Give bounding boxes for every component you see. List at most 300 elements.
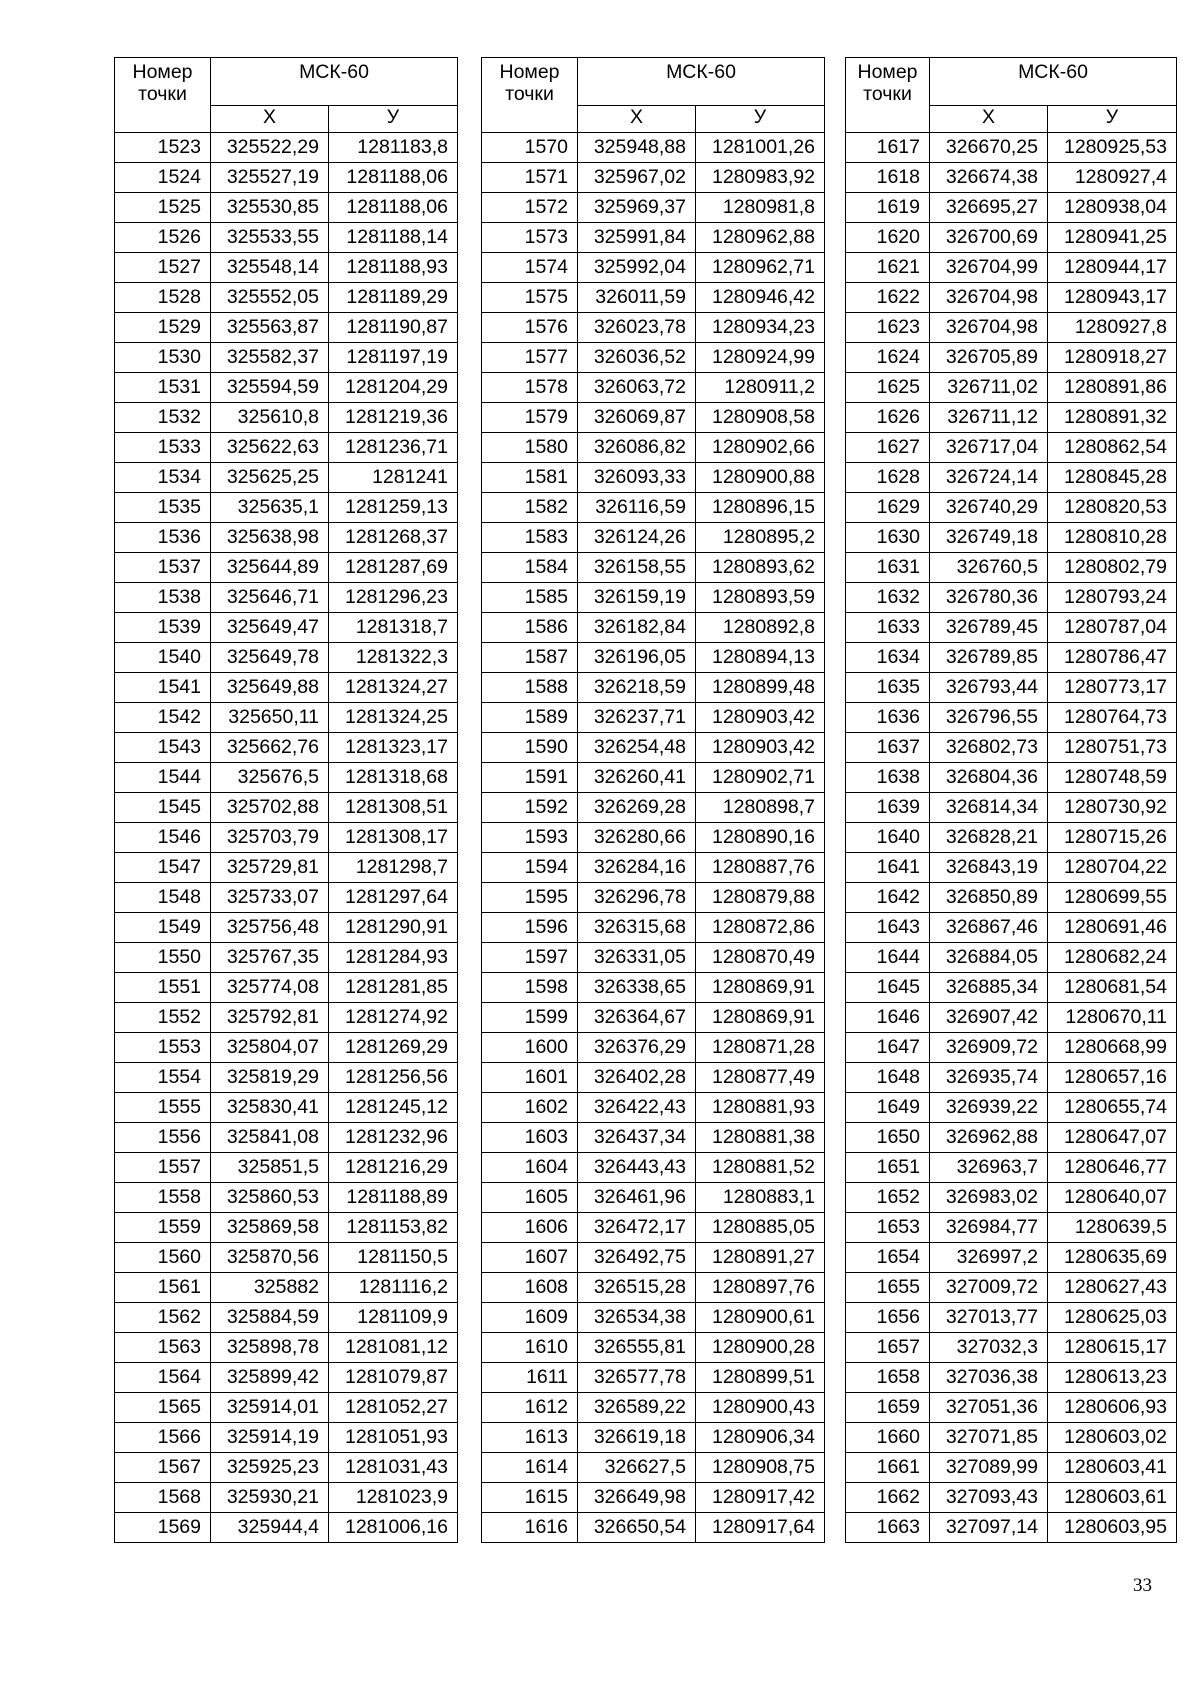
table-row <box>482 943 825 973</box>
point-number-cell: 1552 <box>115 1003 211 1033</box>
y-coordinate-cell: 1280906,34 <box>696 1423 825 1453</box>
point-number-cell: 1600 <box>482 1033 578 1063</box>
point-number-cell: 1624 <box>846 343 930 373</box>
table-row <box>846 433 1177 463</box>
y-coordinate-cell: 1281079,87 <box>329 1363 458 1393</box>
y-coordinate-cell: 1281031,43 <box>329 1453 458 1483</box>
table-row <box>115 1453 458 1483</box>
x-coordinate-cell: 327036,38 <box>930 1363 1048 1393</box>
table-row <box>115 1093 458 1123</box>
y-coordinate-cell: 1280883,1 <box>696 1183 825 1213</box>
x-coordinate-cell: 326796,55 <box>930 703 1048 733</box>
x-coordinate-cell: 325792,81 <box>211 1003 329 1033</box>
x-coordinate-cell: 327093,43 <box>930 1483 1048 1513</box>
point-number-cell: 1553 <box>115 1033 211 1063</box>
x-coordinate-cell: 325733,07 <box>211 883 329 913</box>
table-row <box>115 583 458 613</box>
y-coordinate-cell: 1281323,17 <box>329 733 458 763</box>
table-row <box>846 973 1177 1003</box>
point-number-cell: 1631 <box>846 553 930 583</box>
x-coordinate-cell: 326011,59 <box>578 283 696 313</box>
table-row <box>846 703 1177 733</box>
table-row <box>482 403 825 433</box>
point-number-cell: 1657 <box>846 1333 930 1363</box>
table-row <box>115 643 458 673</box>
y-coordinate-cell: 1281297,64 <box>329 883 458 913</box>
y-coordinate-cell: 1281318,68 <box>329 763 458 793</box>
x-coordinate-cell: 326063,72 <box>578 373 696 403</box>
x-coordinate-cell: 325870,56 <box>211 1243 329 1273</box>
y-coordinate-cell: 1281023,9 <box>329 1483 458 1513</box>
y-coordinate-cell: 1280908,75 <box>696 1453 825 1483</box>
x-coordinate-cell: 326472,17 <box>578 1213 696 1243</box>
coordinates-table-2 <box>481 57 825 1543</box>
point-number-cell: 1572 <box>482 193 578 223</box>
y-coordinate-cell: 1280903,42 <box>696 733 825 763</box>
table-row <box>115 1273 458 1303</box>
table-row <box>846 883 1177 913</box>
x-coordinate-cell: 326850,89 <box>930 883 1048 913</box>
y-coordinate-cell: 1280887,76 <box>696 853 825 883</box>
table-row <box>846 283 1177 313</box>
point-number-cell: 1615 <box>482 1483 578 1513</box>
x-coordinate-cell: 326674,38 <box>930 163 1048 193</box>
table-row <box>482 1213 825 1243</box>
x-coordinate-cell: 325869,58 <box>211 1213 329 1243</box>
x-coordinate-cell: 326182,84 <box>578 613 696 643</box>
y-coordinate-cell: 1280668,99 <box>1048 1033 1177 1063</box>
x-coordinate-cell: 326793,44 <box>930 673 1048 703</box>
point-number-cell: 1621 <box>846 253 930 283</box>
point-number-cell: 1525 <box>115 193 211 223</box>
point-number-cell: 1534 <box>115 463 211 493</box>
y-coordinate-cell: 1280773,17 <box>1048 673 1177 703</box>
table-row <box>846 1303 1177 1333</box>
y-coordinate-cell: 1281287,69 <box>329 553 458 583</box>
table-row <box>846 853 1177 883</box>
y-coordinate-cell: 1280881,93 <box>696 1093 825 1123</box>
y-coordinate-cell: 1280715,26 <box>1048 823 1177 853</box>
point-number-cell: 1649 <box>846 1093 930 1123</box>
point-number-cell: 1592 <box>482 793 578 823</box>
table-row <box>846 733 1177 763</box>
point-number-cell: 1541 <box>115 673 211 703</box>
point-number-cell: 1574 <box>482 253 578 283</box>
table-row <box>115 223 458 253</box>
point-number-cell: 1526 <box>115 223 211 253</box>
y-coordinate-cell: 1280962,88 <box>696 223 825 253</box>
table-row <box>482 223 825 253</box>
x-coordinate-cell: 326443,43 <box>578 1153 696 1183</box>
point-number-cell: 1563 <box>115 1333 211 1363</box>
x-coordinate-cell: 326218,59 <box>578 673 696 703</box>
point-number-cell: 1660 <box>846 1423 930 1453</box>
y-coordinate-cell: 1281256,56 <box>329 1063 458 1093</box>
point-number-cell: 1542 <box>115 703 211 733</box>
table-row <box>482 1153 825 1183</box>
point-number-cell: 1595 <box>482 883 578 913</box>
table-row <box>115 553 458 583</box>
x-coordinate-cell: 326704,99 <box>930 253 1048 283</box>
y-coordinate-cell: 1281245,12 <box>329 1093 458 1123</box>
table-row <box>846 1453 1177 1483</box>
y-coordinate-cell: 1281204,29 <box>329 373 458 403</box>
y-coordinate-cell: 1280603,02 <box>1048 1423 1177 1453</box>
table-row <box>846 253 1177 283</box>
table-row <box>115 343 458 373</box>
y-coordinate-cell: 1280918,27 <box>1048 343 1177 373</box>
y-coordinate-cell: 1281109,9 <box>329 1303 458 1333</box>
point-number-cell: 1662 <box>846 1483 930 1513</box>
y-coordinate-cell: 1281197,19 <box>329 343 458 373</box>
x-coordinate-cell: 325969,37 <box>578 193 696 223</box>
y-coordinate-cell: 1280625,03 <box>1048 1303 1177 1333</box>
table-row <box>115 1483 458 1513</box>
table-row <box>846 343 1177 373</box>
y-coordinate-cell: 1280898,7 <box>696 793 825 823</box>
x-coordinate-cell: 326740,29 <box>930 493 1048 523</box>
y-coordinate-cell: 1281236,71 <box>329 433 458 463</box>
x-coordinate-cell: 325774,08 <box>211 973 329 1003</box>
x-coordinate-cell: 326376,29 <box>578 1033 696 1063</box>
y-coordinate-cell: 1280862,54 <box>1048 433 1177 463</box>
x-coordinate-cell: 326984,77 <box>930 1213 1048 1243</box>
y-coordinate-cell: 1280640,07 <box>1048 1183 1177 1213</box>
x-coordinate-cell: 326577,78 <box>578 1363 696 1393</box>
x-coordinate-cell: 325649,88 <box>211 673 329 703</box>
x-coordinate-cell: 326704,98 <box>930 313 1048 343</box>
y-coordinate-cell: 1281324,27 <box>329 673 458 703</box>
y-coordinate-cell: 1280946,42 <box>696 283 825 313</box>
point-number-cell: 1638 <box>846 763 930 793</box>
table-row <box>846 1093 1177 1123</box>
point-number-cell: 1634 <box>846 643 930 673</box>
point-number-cell: 1603 <box>482 1123 578 1153</box>
y-coordinate-cell: 1280810,28 <box>1048 523 1177 553</box>
point-number-cell: 1545 <box>115 793 211 823</box>
table-row <box>482 283 825 313</box>
x-coordinate-cell: 326700,69 <box>930 223 1048 253</box>
table-row <box>115 1063 458 1093</box>
x-coordinate-cell: 325702,88 <box>211 793 329 823</box>
y-coordinate-cell: 1280938,04 <box>1048 193 1177 223</box>
table-row <box>115 373 458 403</box>
y-coordinate-cell: 1280903,42 <box>696 703 825 733</box>
x-coordinate-cell: 326935,74 <box>930 1063 1048 1093</box>
point-number-cell: 1656 <box>846 1303 930 1333</box>
point-number-cell: 1543 <box>115 733 211 763</box>
point-number-cell: 1535 <box>115 493 211 523</box>
point-number-cell: 1597 <box>482 943 578 973</box>
table-row <box>115 1213 458 1243</box>
table-row <box>115 1123 458 1153</box>
y-coordinate-cell: 1280869,91 <box>696 973 825 1003</box>
point-number-cell: 1529 <box>115 313 211 343</box>
y-coordinate-cell: 1281232,96 <box>329 1123 458 1153</box>
y-coordinate-cell: 1280890,16 <box>696 823 825 853</box>
table-row <box>846 1483 1177 1513</box>
y-coordinate-cell: 1281290,91 <box>329 913 458 943</box>
y-coordinate-cell: 1280787,04 <box>1048 613 1177 643</box>
point-number-cell: 1630 <box>846 523 930 553</box>
x-coordinate-cell: 325548,14 <box>211 253 329 283</box>
x-coordinate-cell: 325703,79 <box>211 823 329 853</box>
x-coordinate-cell: 326364,67 <box>578 1003 696 1033</box>
y-coordinate-cell: 1280613,23 <box>1048 1363 1177 1393</box>
x-coordinate-cell: 325649,47 <box>211 613 329 643</box>
point-number-cell: 1616 <box>482 1513 578 1543</box>
point-number-cell: 1653 <box>846 1213 930 1243</box>
header-x: Х <box>211 106 329 133</box>
table-row <box>482 193 825 223</box>
point-number-cell: 1573 <box>482 223 578 253</box>
table-row <box>115 913 458 943</box>
y-coordinate-cell: 1280908,58 <box>696 403 825 433</box>
table-row <box>482 1513 825 1543</box>
point-number-cell: 1659 <box>846 1393 930 1423</box>
y-coordinate-cell: 1280879,88 <box>696 883 825 913</box>
table-row <box>846 1423 1177 1453</box>
table-row <box>115 733 458 763</box>
x-coordinate-cell: 326814,34 <box>930 793 1048 823</box>
point-number-cell: 1609 <box>482 1303 578 1333</box>
point-number-cell: 1632 <box>846 583 930 613</box>
table-row <box>115 793 458 823</box>
table-row <box>115 523 458 553</box>
x-coordinate-cell: 326196,05 <box>578 643 696 673</box>
x-coordinate-cell: 325729,81 <box>211 853 329 883</box>
x-coordinate-cell: 326086,82 <box>578 433 696 463</box>
point-number-cell: 1524 <box>115 163 211 193</box>
x-coordinate-cell: 326159,19 <box>578 583 696 613</box>
point-number-cell: 1623 <box>846 313 930 343</box>
x-coordinate-cell: 326939,22 <box>930 1093 1048 1123</box>
point-number-cell: 1612 <box>482 1393 578 1423</box>
point-number-cell: 1636 <box>846 703 930 733</box>
coordinates-table-1 <box>114 57 458 1543</box>
x-coordinate-cell: 327009,72 <box>930 1273 1048 1303</box>
x-coordinate-cell: 326760,5 <box>930 553 1048 583</box>
table-row <box>482 583 825 613</box>
point-number-cell: 1566 <box>115 1423 211 1453</box>
point-number-cell: 1536 <box>115 523 211 553</box>
x-coordinate-cell: 325914,01 <box>211 1393 329 1423</box>
point-number-cell: 1556 <box>115 1123 211 1153</box>
table-row <box>482 313 825 343</box>
table-row <box>846 313 1177 343</box>
y-coordinate-cell: 1280981,8 <box>696 193 825 223</box>
y-coordinate-cell: 1281284,93 <box>329 943 458 973</box>
table-row <box>846 193 1177 223</box>
point-number-cell: 1601 <box>482 1063 578 1093</box>
x-coordinate-cell: 325884,59 <box>211 1303 329 1333</box>
y-coordinate-cell: 1281324,25 <box>329 703 458 733</box>
y-coordinate-cell: 1280885,05 <box>696 1213 825 1243</box>
y-coordinate-cell: 1281281,85 <box>329 973 458 1003</box>
y-coordinate-cell: 1280751,73 <box>1048 733 1177 763</box>
point-number-cell: 1577 <box>482 343 578 373</box>
x-coordinate-cell: 326717,04 <box>930 433 1048 463</box>
x-coordinate-cell: 325533,55 <box>211 223 329 253</box>
y-coordinate-cell: 1280891,27 <box>696 1243 825 1273</box>
x-coordinate-cell: 326338,65 <box>578 973 696 1003</box>
table-row <box>482 673 825 703</box>
header-point-number: Номер точки <box>846 58 930 133</box>
x-coordinate-cell: 326437,34 <box>578 1123 696 1153</box>
point-number-cell: 1611 <box>482 1363 578 1393</box>
x-coordinate-cell: 326402,28 <box>578 1063 696 1093</box>
point-number-cell: 1549 <box>115 913 211 943</box>
table-row <box>846 1363 1177 1393</box>
point-number-cell: 1558 <box>115 1183 211 1213</box>
point-number-cell: 1652 <box>846 1183 930 1213</box>
table-row <box>846 1333 1177 1363</box>
x-coordinate-cell: 326315,68 <box>578 913 696 943</box>
point-number-cell: 1629 <box>846 493 930 523</box>
x-coordinate-cell: 326116,59 <box>578 493 696 523</box>
table-row <box>482 493 825 523</box>
y-coordinate-cell: 1281269,29 <box>329 1033 458 1063</box>
table-row <box>846 1003 1177 1033</box>
table-row <box>482 1423 825 1453</box>
y-coordinate-cell: 1280627,43 <box>1048 1273 1177 1303</box>
table-row <box>846 523 1177 553</box>
point-number-cell: 1633 <box>846 613 930 643</box>
table-row <box>482 463 825 493</box>
y-coordinate-cell: 1281052,27 <box>329 1393 458 1423</box>
y-coordinate-cell: 1281116,2 <box>329 1273 458 1303</box>
table-row <box>846 613 1177 643</box>
y-coordinate-cell: 1280896,15 <box>696 493 825 523</box>
y-coordinate-cell: 1280655,74 <box>1048 1093 1177 1123</box>
x-coordinate-cell: 325646,71 <box>211 583 329 613</box>
point-number-cell: 1533 <box>115 433 211 463</box>
point-number-cell: 1560 <box>115 1243 211 1273</box>
point-number-cell: 1605 <box>482 1183 578 1213</box>
point-number-cell: 1585 <box>482 583 578 613</box>
y-coordinate-cell: 1281274,92 <box>329 1003 458 1033</box>
table-row <box>115 433 458 463</box>
point-number-cell: 1547 <box>115 853 211 883</box>
table-row <box>115 463 458 493</box>
x-coordinate-cell: 326296,78 <box>578 883 696 913</box>
point-number-cell: 1594 <box>482 853 578 883</box>
point-number-cell: 1588 <box>482 673 578 703</box>
x-coordinate-cell: 327013,77 <box>930 1303 1048 1333</box>
point-number-cell: 1568 <box>115 1483 211 1513</box>
point-number-cell: 1561 <box>115 1273 211 1303</box>
y-coordinate-cell: 1281153,82 <box>329 1213 458 1243</box>
x-coordinate-cell: 326704,98 <box>930 283 1048 313</box>
table-row <box>846 1063 1177 1093</box>
table-row <box>846 1273 1177 1303</box>
point-number-cell: 1546 <box>115 823 211 853</box>
point-number-cell: 1650 <box>846 1123 930 1153</box>
x-coordinate-cell: 326023,78 <box>578 313 696 343</box>
y-coordinate-cell: 1281190,87 <box>329 313 458 343</box>
x-coordinate-cell: 327089,99 <box>930 1453 1048 1483</box>
table-row <box>482 853 825 883</box>
y-coordinate-cell: 1280845,28 <box>1048 463 1177 493</box>
point-number-cell: 1569 <box>115 1513 211 1543</box>
x-coordinate-cell: 325899,42 <box>211 1363 329 1393</box>
table-row <box>482 1183 825 1213</box>
x-coordinate-cell: 325676,5 <box>211 763 329 793</box>
point-number-cell: 1527 <box>115 253 211 283</box>
table-row <box>482 883 825 913</box>
table-row <box>482 1303 825 1333</box>
y-coordinate-cell: 1281006,16 <box>329 1513 458 1543</box>
y-coordinate-cell: 1280893,62 <box>696 553 825 583</box>
y-coordinate-cell: 1281188,14 <box>329 223 458 253</box>
header-point-number: Номер точки <box>482 58 578 133</box>
table-row <box>846 493 1177 523</box>
point-number-cell: 1562 <box>115 1303 211 1333</box>
point-number-cell: 1607 <box>482 1243 578 1273</box>
point-number-cell: 1578 <box>482 373 578 403</box>
y-coordinate-cell: 1280925,53 <box>1048 133 1177 163</box>
point-number-cell: 1582 <box>482 493 578 523</box>
point-number-cell: 1530 <box>115 343 211 373</box>
point-number-cell: 1575 <box>482 283 578 313</box>
point-number-cell: 1643 <box>846 913 930 943</box>
y-coordinate-cell: 1280606,93 <box>1048 1393 1177 1423</box>
point-number-cell: 1550 <box>115 943 211 973</box>
table-row <box>482 913 825 943</box>
y-coordinate-cell: 1280681,54 <box>1048 973 1177 1003</box>
x-coordinate-cell: 326963,7 <box>930 1153 1048 1183</box>
x-coordinate-cell: 325882 <box>211 1273 329 1303</box>
table-row <box>846 223 1177 253</box>
y-coordinate-cell: 1280657,16 <box>1048 1063 1177 1093</box>
y-coordinate-cell: 1280682,24 <box>1048 943 1177 973</box>
table-row <box>846 403 1177 433</box>
y-coordinate-cell: 1281298,7 <box>329 853 458 883</box>
y-coordinate-cell: 1281308,17 <box>329 823 458 853</box>
table-row <box>846 643 1177 673</box>
x-coordinate-cell: 325898,78 <box>211 1333 329 1363</box>
y-coordinate-cell: 1280670,11 <box>1048 1003 1177 1033</box>
x-coordinate-cell: 326627,5 <box>578 1453 696 1483</box>
y-coordinate-cell: 1280730,92 <box>1048 793 1177 823</box>
y-coordinate-cell: 1281150,5 <box>329 1243 458 1273</box>
x-coordinate-cell: 326093,33 <box>578 463 696 493</box>
point-number-cell: 1599 <box>482 1003 578 1033</box>
point-number-cell: 1614 <box>482 1453 578 1483</box>
header-point-number: Номер точки <box>115 58 211 133</box>
y-coordinate-cell: 1280911,2 <box>696 373 825 403</box>
x-coordinate-cell: 325851,5 <box>211 1153 329 1183</box>
y-coordinate-cell: 1280899,51 <box>696 1363 825 1393</box>
x-coordinate-cell: 325582,37 <box>211 343 329 373</box>
x-coordinate-cell: 325594,59 <box>211 373 329 403</box>
header-x: Х <box>930 106 1048 133</box>
table-row <box>482 1243 825 1273</box>
x-coordinate-cell: 326962,88 <box>930 1123 1048 1153</box>
header-y: У <box>696 106 825 133</box>
y-coordinate-cell: 1281189,29 <box>329 283 458 313</box>
table-row <box>115 133 458 163</box>
table-row <box>482 253 825 283</box>
point-number-cell: 1554 <box>115 1063 211 1093</box>
point-number-cell: 1658 <box>846 1363 930 1393</box>
point-number-cell: 1581 <box>482 463 578 493</box>
x-coordinate-cell: 325530,85 <box>211 193 329 223</box>
table-row <box>846 1243 1177 1273</box>
point-number-cell: 1548 <box>115 883 211 913</box>
x-coordinate-cell: 325991,84 <box>578 223 696 253</box>
y-coordinate-cell: 1280748,59 <box>1048 763 1177 793</box>
